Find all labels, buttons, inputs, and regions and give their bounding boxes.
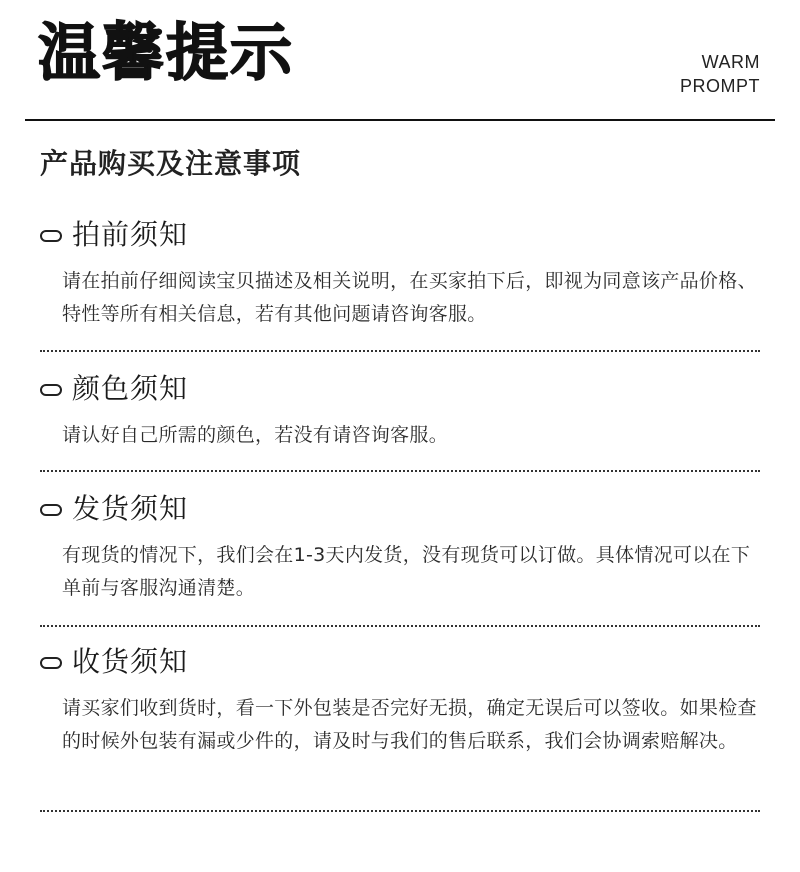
notice-section-color <box>40 369 760 452</box>
page-title-english <box>680 50 760 98</box>
section-title: 颜色须知 <box>72 372 189 405</box>
header-divider <box>25 119 775 121</box>
notice-section-receiving <box>40 642 760 758</box>
section-title: 发货须知 <box>72 492 189 525</box>
section-divider <box>40 625 760 627</box>
section-header <box>40 369 760 409</box>
section-title: 收货须知 <box>72 645 189 678</box>
pill-icon <box>40 504 62 516</box>
section-divider <box>40 470 760 472</box>
section-body: 请买家们收到货时，看一下外包装是否完好无损，确定无误后可以签收。如果检查的时候外包装有漏或少件的，请及时与我们的售后联系，我们会协调索赔解决。 <box>62 697 757 752</box>
section-header <box>40 489 760 529</box>
pill-icon <box>40 230 62 242</box>
section-title: 拍前须知 <box>72 218 189 251</box>
section-divider <box>40 350 760 352</box>
notice-section-before-purchase <box>40 215 760 331</box>
section-body: 请在拍前仔细阅读宝贝描述及相关说明，在买家拍下后，即视为同意该产品价格、特性等所有相关信息，若有其他问题请咨询客服。 <box>62 270 757 325</box>
section-divider <box>40 810 760 812</box>
notice-section-shipping <box>40 489 760 605</box>
page-title-english-line2: PROMPT <box>679 76 760 96</box>
page-title-english-line1: WARM <box>701 52 760 72</box>
section-header <box>40 642 760 682</box>
section-body: 有现货的情况下，我们会在1-3天内发货，没有现货可以订做。具体情况可以在下单前与客服沟通清楚。 <box>62 544 751 599</box>
section-header <box>40 215 760 255</box>
pill-icon <box>40 657 62 669</box>
section-body: 请认好自己所需的颜色，若没有请咨询客服。 <box>62 424 449 446</box>
page-title: 温馨提示 <box>38 16 295 89</box>
pill-icon <box>40 384 62 396</box>
page-subtitle: 产品购买及注意事项 <box>40 147 302 180</box>
